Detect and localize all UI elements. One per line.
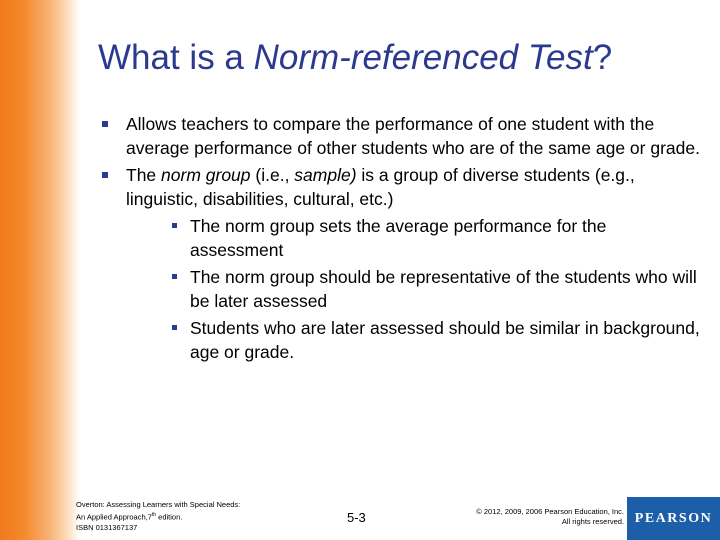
slide-content	[102, 112, 702, 367]
slide-title	[98, 36, 698, 80]
bullet-text-italic: norm group	[161, 165, 251, 185]
sub-bullet-item	[172, 316, 702, 364]
bullet-text-italic: sample)	[294, 165, 357, 185]
bullet-item	[102, 163, 702, 211]
title-prefix: What is a	[98, 38, 254, 77]
sub-bullet-text: The norm group sets the average performance for the assessment	[190, 216, 607, 260]
copyright-line: All rights reserved.	[561, 517, 624, 526]
square-bullet-icon	[102, 121, 108, 127]
square-bullet-icon	[102, 172, 108, 178]
citation-part: edition.	[156, 512, 183, 522]
sub-bullet-text: The norm group should be representative of the students who will be later assessed	[190, 267, 697, 311]
citation-superscript: th	[151, 512, 157, 518]
square-bullet-icon	[172, 325, 177, 330]
citation-line: Overton: Assessing Learners with Special Needs:	[76, 500, 241, 509]
title-suffix: ?	[592, 38, 613, 77]
bullet-text-part: (i.e.,	[250, 165, 295, 185]
copyright-line: © 2012, 2009, 2006 Pearson Education, Inc.	[476, 507, 624, 516]
square-bullet-icon	[172, 223, 177, 228]
footer-copyright	[476, 507, 624, 527]
citation-line	[76, 510, 240, 523]
bullet-text: Allows teachers to compare the performance of one student with the average performance of other students who are of the same age or grade.	[126, 114, 700, 158]
bullet-item	[102, 112, 702, 160]
bullet-text-part: is a group of diverse students (e.g., linguistic, disabilities, cultural, etc.)	[126, 165, 635, 209]
citation-part: An Applied Approach,7	[76, 512, 152, 522]
orange-side-bar	[0, 0, 80, 540]
bullet-text-part: The	[126, 165, 162, 185]
sub-bullet-item	[172, 265, 702, 313]
sub-bullet-item	[172, 214, 702, 262]
citation-line: ISBN 0131367137	[76, 522, 138, 532]
page-number: 5-3	[347, 510, 366, 525]
pearson-logo: PEARSON	[627, 497, 720, 540]
square-bullet-icon	[172, 274, 177, 279]
sub-bullet-text: Students who are later assessed should be similar in background, age or grade.	[190, 318, 700, 362]
title-emphasis: Norm-referenced Test	[253, 38, 593, 77]
footer-citation	[76, 500, 240, 533]
